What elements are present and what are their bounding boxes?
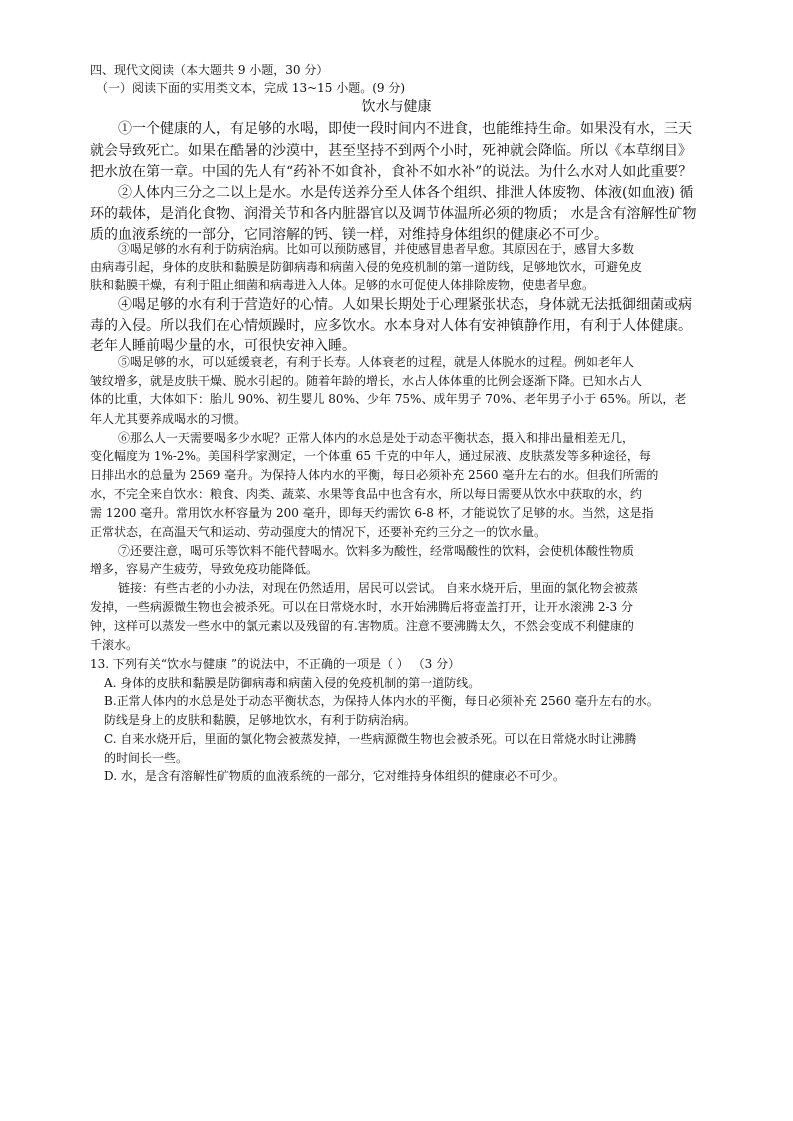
option-line: 的时间长一些。 — [104, 751, 189, 765]
article-line: 体的比重，大体如下：胎儿 90%、初生婴儿 80%、少年 75%、成年男子 70%、老年男子小于 65%。所以，老 — [90, 392, 687, 406]
option-c: C. 自来水烧开后，里面的氯化物会被蒸发掉，一些病源微生物也会被杀死。可以在日常烧水时让沸腾 — [104, 732, 637, 746]
article-line: 钟，这样可以蒸发一些水中的氯元素以及残留的有.害物质。注意不要沸腾太久，不然会变成不利健康的 — [90, 619, 634, 633]
article-line: 肤和黏膜干燥，有利于阻止细菌和病毒进入人体。足够的水可促使人体排除废物，使患者早愈。 — [90, 278, 595, 292]
article-line: ②人体内三分之二以上是水。水是传送养分至人体各个组织、排泄人体废物、体液(如血液) 循 — [118, 185, 694, 201]
option-line: 防线是身上的皮肤和黏膜，足够地饮水，有利于防病治病。 — [104, 713, 417, 727]
article-line: 质的血液系统的一部分，它同溶解的钙、镁一样，对维持身体组织的健康必不可少。 — [90, 227, 608, 243]
option-b: B.正常人体内的水总是处于动态平衡状态，为保持人体内水的平衡，每日必须补充 2560 毫升左右的水。 — [104, 694, 659, 708]
article-line: 环的载体，是消化食物、润滑关节和各内脏器官以及调节体温所必须的物质； 水是含有溶解性矿物 — [90, 206, 697, 222]
article-line: ⑦还要注意，喝可乐等饮料不能代替喝水。饮料多为酸性，经常喝酸性的饮料，会使机体酸性物质 — [118, 544, 635, 558]
article-line: 毒的入侵。所以我们在心情烦躁时，应多饮水。水本身对人体有安神镇静作用，有利于人体健康。 — [90, 318, 692, 334]
article-line: 把水放在第一章。中国的先人有“药补不如食补，食补不如水补”的说法。为什么水对人如此重要？ — [90, 164, 693, 180]
question-stem: 13. 下列有关“饮水与健康 ”的说法中，不正确的一项是（ ） （3 分） — [90, 657, 461, 671]
article-line: 由病毒引起，身体的皮肤和黏膜是防御病毒和病菌入侵的免疫机制的第一道防线，足够地饮水，可避免皮 — [90, 260, 643, 274]
article-line: ③喝足够的水有利于防病治病。比如可以预防感冒，并使感冒患者早愈。其原因在于，感冒大多数 — [118, 242, 635, 256]
article-line: 增多，容易产生疲劳，导致免疫功能降低。 — [90, 562, 319, 576]
article-line: 年人尤其要养成喝水的习惯。 — [90, 412, 247, 426]
article-line: 千滚水。 — [90, 638, 139, 652]
article-line: 就会导致死亡。如果在酷暑的沙漠中，甚至坚持不到两个小时，死神就会降临。所以《本草纲目》 — [90, 143, 692, 159]
article-line: 链接：有些古老的小办法，对现在仍然适用，居民可以尝试。 自来水烧开后，里面的氯化物会被蒸 — [118, 581, 638, 595]
article-line: 老年人睡前喝少量的水，可很快安神入睡。 — [90, 338, 356, 354]
article-line: 皱纹增多，就是皮肤干燥、脱水引起的。随着年龄的增长，水占人体体重的比例会逐渐下降。已知水占人 — [90, 374, 643, 388]
article-title: 饮水与健康 — [361, 99, 432, 115]
article-line: 发掉，一些病源微生物也会被杀死。可以在日常烧水时，水开始沸腾后将壶盖打开，让开水滚沸 2-3 分 — [90, 600, 633, 614]
article-line: ⑤喝足够的水，可以延缓衰老，有利于长寿。人体衰老的过程，就是人体脱水的过程。例如老年人 — [118, 355, 635, 369]
article-line: 水，不完全来自饮水：粮食、肉类、蔬菜、水果等食品中也含有水，所以每日需要从饮水中获取的水，约 — [90, 487, 643, 501]
article-line: 变化幅度为 1%-2%。美国科学家测定，一个体重 65 千克的中年人，通过尿液、皮肤蒸发等多种途径，每 — [90, 449, 651, 463]
section-heading: 四、现代文阅读（本大题共 9 小题，30 分） — [90, 63, 329, 77]
section-subheading: （一）阅读下面的实用类文本，完成 13~15 小题。(9 分) — [96, 81, 406, 95]
article-line: 正常状态，在高温天气和运动、劳动强度大的情况下，还要补充约三分之一的饮水量。 — [90, 525, 547, 539]
article-line: 需 1200 毫升。常用饮水杯容量为 200 毫升，即每天约需饮 6-8 杯，才能说饮了足够的水。当然，这是指 — [90, 506, 654, 520]
option-a: A. 身体的皮肤和黏膜是防御病毒和病菌入侵的免疫机制的第一道防线。 — [104, 676, 481, 690]
article-line: ⑥那么人一天需要喝多少水呢？正常人体内的水总是处于动态平衡状态，摄入和排出量相差无几， — [118, 431, 635, 445]
article-line: 日排出水的总量为 2569 毫升。为保持人体内水的平衡，每日必须补充 2560 毫升左右的水。但我们所需的 — [90, 468, 659, 482]
article-line: ④喝足够的水有利于营造好的心情。人如果长期处于心理紧张状态，身体就无法抵御细菌或病 — [118, 297, 692, 313]
article-line: ①一个健康的人，有足够的水喝，即使一段时间内不进食，也能维持生命。如果没有水，三天 — [118, 121, 692, 137]
option-d: D. 水，是含有溶解性矿物质的血液系统的一部分，它对维持身体组织的健康必不可少。 — [104, 769, 565, 783]
